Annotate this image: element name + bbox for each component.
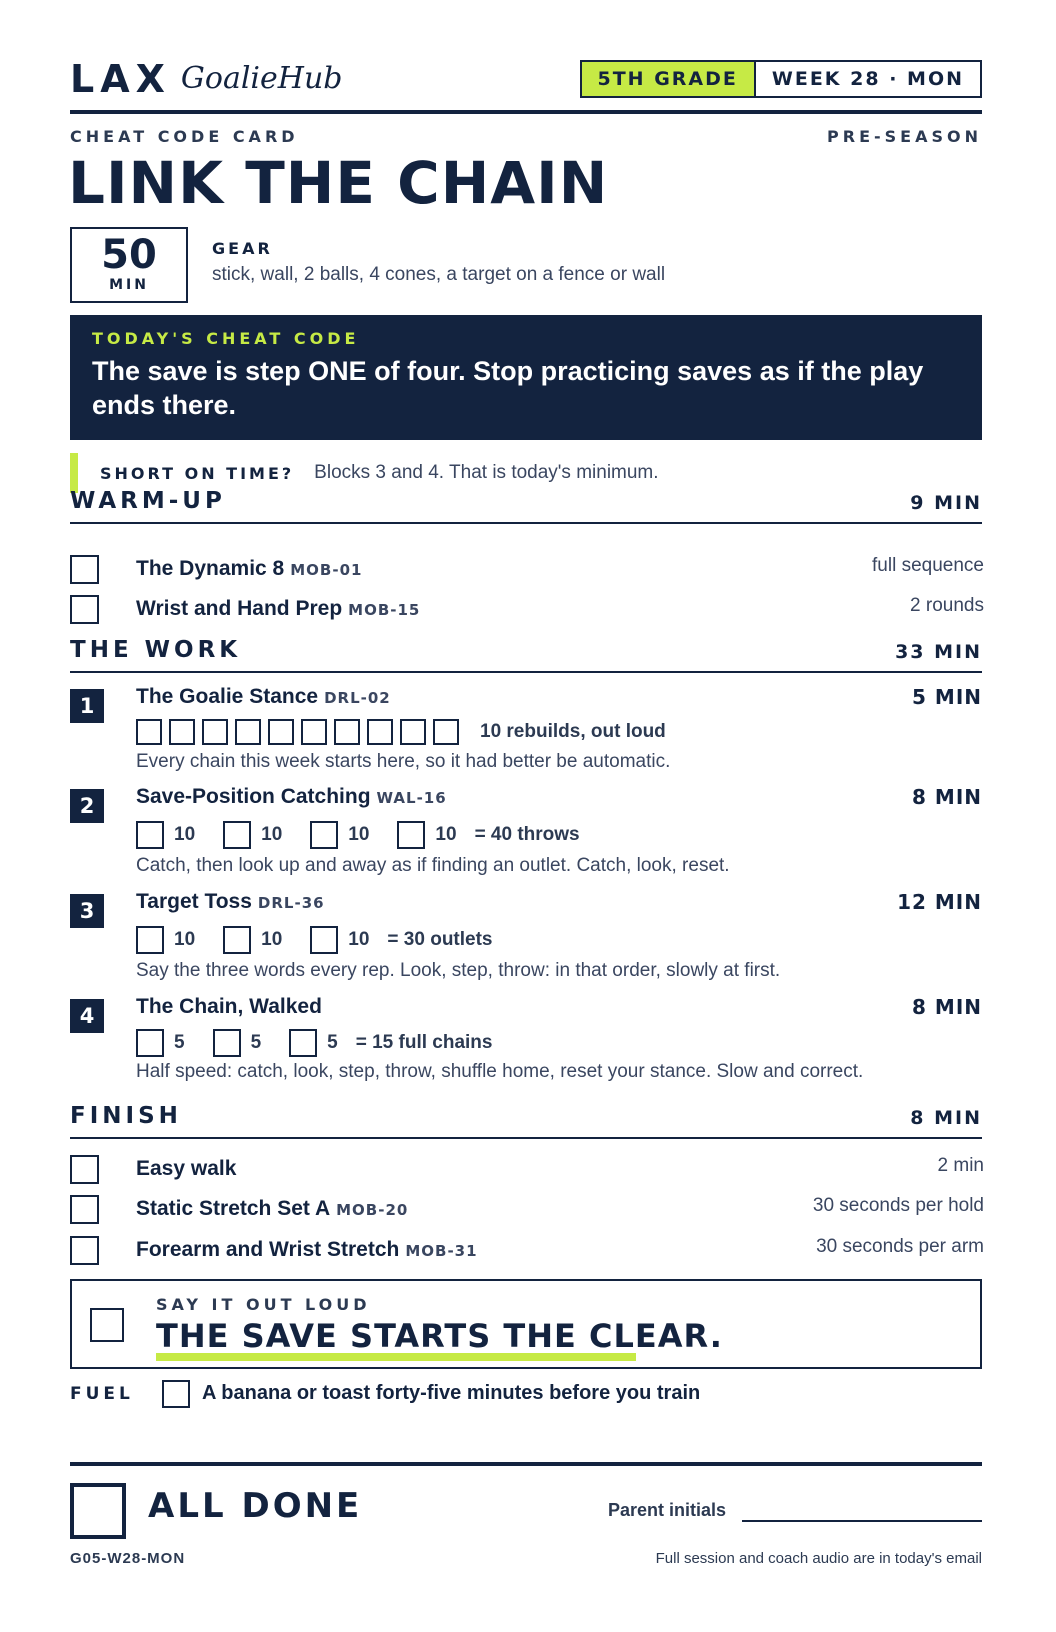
item-detail: 30 seconds per hold	[812, 1195, 984, 1216]
card-kicker: CHEAT CODE CARD	[70, 127, 299, 146]
block-number: 3	[70, 894, 104, 928]
cheat-code-label: TODAY'S CHEAT CODE	[92, 329, 360, 348]
set-count: 10	[261, 824, 283, 845]
item-name	[136, 1197, 408, 1221]
item-name	[136, 597, 420, 621]
item-detail: full sequence	[872, 555, 984, 576]
set-total: = 40 throws	[474, 824, 580, 845]
block-minutes: 8 MIN	[912, 995, 982, 1019]
short-on-time-text: Blocks 3 and 4. That is today's minimum.	[314, 462, 659, 483]
checkbox[interactable]	[90, 1308, 124, 1342]
item-name	[136, 1157, 236, 1181]
set-checkboxes	[136, 926, 493, 954]
block-minutes: 8 MIN	[912, 785, 982, 809]
set-count: 10	[348, 824, 370, 845]
footer-note: Full session and coach audio are in today's email	[655, 1550, 982, 1567]
set-checkbox[interactable]	[289, 1029, 317, 1057]
item-label: Wrist and Hand Prep	[136, 597, 343, 620]
section-work	[70, 637, 982, 673]
section-title: WARM-UP	[70, 488, 226, 514]
set-count: 10	[435, 824, 457, 845]
item-code: MOB-20	[336, 1201, 409, 1219]
set-checkboxes	[136, 821, 580, 849]
item-label: Forearm and Wrist Stretch	[136, 1238, 400, 1261]
item-detail: 2 min	[937, 1155, 984, 1176]
block-name	[136, 785, 447, 809]
cheat-code-panel	[70, 315, 982, 440]
warmup-item	[70, 553, 982, 585]
block-label: Target Toss	[136, 890, 252, 913]
set-checkbox[interactable]	[213, 1029, 241, 1057]
finish-item	[70, 1153, 982, 1185]
all-done-checkbox[interactable]	[70, 1483, 126, 1539]
block-note: Catch, then look up and away as if finding an outlet. Catch, look, reset.	[136, 855, 730, 876]
block-name	[136, 890, 325, 914]
brand-logo	[70, 58, 342, 100]
set-checkbox[interactable]	[223, 821, 251, 849]
block-number: 2	[70, 789, 104, 823]
checkbox[interactable]	[162, 1380, 190, 1408]
parent-initials-label: Parent initials	[608, 1500, 727, 1520]
rep-checkboxes	[136, 719, 666, 745]
short-on-time	[70, 453, 659, 493]
rep-checkbox[interactable]	[334, 719, 360, 745]
block-number: 1	[70, 689, 104, 723]
finish-item	[70, 1234, 982, 1266]
section-minutes: 33 MIN	[895, 641, 982, 663]
block-minutes: 12 MIN	[897, 890, 982, 914]
logo-main: LAX	[70, 57, 171, 101]
item-detail: 30 seconds per arm	[816, 1236, 984, 1257]
header	[70, 58, 982, 100]
item-label: Easy walk	[136, 1157, 237, 1180]
item-name	[136, 1238, 478, 1262]
checkbox[interactable]	[70, 1236, 99, 1265]
set-checkbox[interactable]	[223, 926, 251, 954]
checkbox[interactable]	[70, 1195, 99, 1224]
gear-value: stick, wall, 2 balls, 4 cones, a target on a fence or wall	[212, 264, 666, 285]
card-id: G05-W28-MON	[70, 1550, 186, 1567]
block-code: DRL-02	[324, 689, 391, 707]
set-count: 5	[327, 1032, 338, 1053]
block-note: Half speed: catch, look, step, throw, shuffle home, reset your stance. Slow and correct.	[136, 1061, 864, 1082]
kicker-row	[70, 127, 982, 146]
set-count: 10	[348, 929, 370, 950]
set-checkbox[interactable]	[310, 821, 338, 849]
grade-week-badge	[580, 60, 983, 98]
week-badge: WEEK 28 · MON	[756, 62, 980, 96]
section-minutes: 8 MIN	[910, 1107, 982, 1129]
footer-rule	[70, 1462, 982, 1466]
fuel-text: A banana or toast forty-five minutes before you train	[202, 1382, 701, 1404]
say-it-text: THE SAVE STARTS THE CLEAR.	[156, 1317, 723, 1355]
page-title: LINK THE CHAIN	[68, 149, 609, 217]
fuel-label: FUEL	[70, 1384, 134, 1404]
rep-checkbox[interactable]	[301, 719, 327, 745]
warmup-item	[70, 593, 982, 625]
item-code: MOB-15	[348, 601, 421, 619]
block-note: Say the three words every rep. Look, step, throw: in that order, slowly at first.	[136, 960, 781, 981]
section-title: THE WORK	[70, 637, 242, 663]
rep-checkbox[interactable]	[400, 719, 426, 745]
section-title: FINISH	[70, 1103, 182, 1129]
grade-badge: 5TH GRADE	[582, 62, 756, 96]
set-count: 10	[261, 929, 283, 950]
set-checkbox[interactable]	[136, 821, 164, 849]
set-checkbox[interactable]	[136, 926, 164, 954]
block-label: The Goalie Stance	[136, 685, 319, 708]
rep-checkbox[interactable]	[235, 719, 261, 745]
set-checkbox[interactable]	[310, 926, 338, 954]
block-number: 4	[70, 999, 104, 1033]
item-code: MOB-31	[405, 1242, 478, 1260]
rep-checkbox[interactable]	[367, 719, 393, 745]
duration-box	[70, 227, 188, 303]
set-checkboxes	[136, 1029, 492, 1057]
item-label: The Dynamic 8	[136, 557, 285, 580]
set-total: = 30 outlets	[387, 929, 493, 950]
logo-script: GoalieHub	[180, 61, 343, 96]
block-minutes: 5 MIN	[912, 685, 982, 709]
block-name	[136, 995, 322, 1019]
gear-label: GEAR	[212, 239, 273, 258]
set-checkbox[interactable]	[136, 1029, 164, 1057]
block-code: DRL-36	[257, 894, 325, 912]
header-rule	[70, 110, 982, 114]
short-on-time-label: SHORT ON TIME?	[100, 463, 295, 483]
say-it-out-loud	[70, 1279, 982, 1369]
checkbox[interactable]	[70, 555, 99, 584]
block-label: Save-Position Catching	[136, 785, 371, 808]
block-note: Every chain this week starts here, so it had better be automatic.	[136, 751, 671, 772]
rep-total: 10 rebuilds, out loud	[480, 721, 666, 742]
set-checkbox[interactable]	[397, 821, 425, 849]
rep-checkbox[interactable]	[433, 719, 459, 745]
set-count: 10	[174, 824, 196, 845]
fuel-row	[70, 1378, 982, 1410]
item-detail: 2 rounds	[910, 595, 984, 616]
parent-initials-line[interactable]	[742, 1520, 982, 1522]
checkbox[interactable]	[70, 1155, 99, 1184]
rep-checkbox[interactable]	[202, 719, 228, 745]
item-name	[136, 557, 362, 581]
block-name	[136, 685, 391, 709]
finish-item	[70, 1193, 982, 1225]
duration-unit: MIN	[109, 277, 149, 293]
item-label: Static Stretch Set A	[136, 1197, 331, 1220]
set-count: 5	[174, 1032, 185, 1053]
card-phase: PRE-SEASON	[827, 127, 982, 146]
duration-value: 50	[101, 232, 157, 278]
all-done-label: ALL DONE	[148, 1486, 363, 1526]
rep-checkbox[interactable]	[169, 719, 195, 745]
set-count: 5	[250, 1032, 262, 1053]
say-it-label: SAY IT OUT LOUD	[156, 1295, 371, 1314]
set-total: = 15 full chains	[355, 1032, 493, 1053]
block-label: The Chain, Walked	[136, 995, 322, 1018]
checkbox[interactable]	[70, 595, 99, 624]
item-code: MOB-01	[290, 561, 363, 579]
rep-checkbox[interactable]	[136, 719, 162, 745]
rep-checkbox[interactable]	[268, 719, 294, 745]
section-minutes: 9 MIN	[910, 492, 982, 514]
section-warmup	[70, 488, 982, 524]
set-count: 10	[174, 929, 196, 950]
cheat-code-text: The save is step ONE of four. Stop practicing saves as if the play ends there.	[92, 356, 924, 420]
block-code: WAL-16	[376, 789, 447, 807]
section-finish	[70, 1103, 982, 1139]
